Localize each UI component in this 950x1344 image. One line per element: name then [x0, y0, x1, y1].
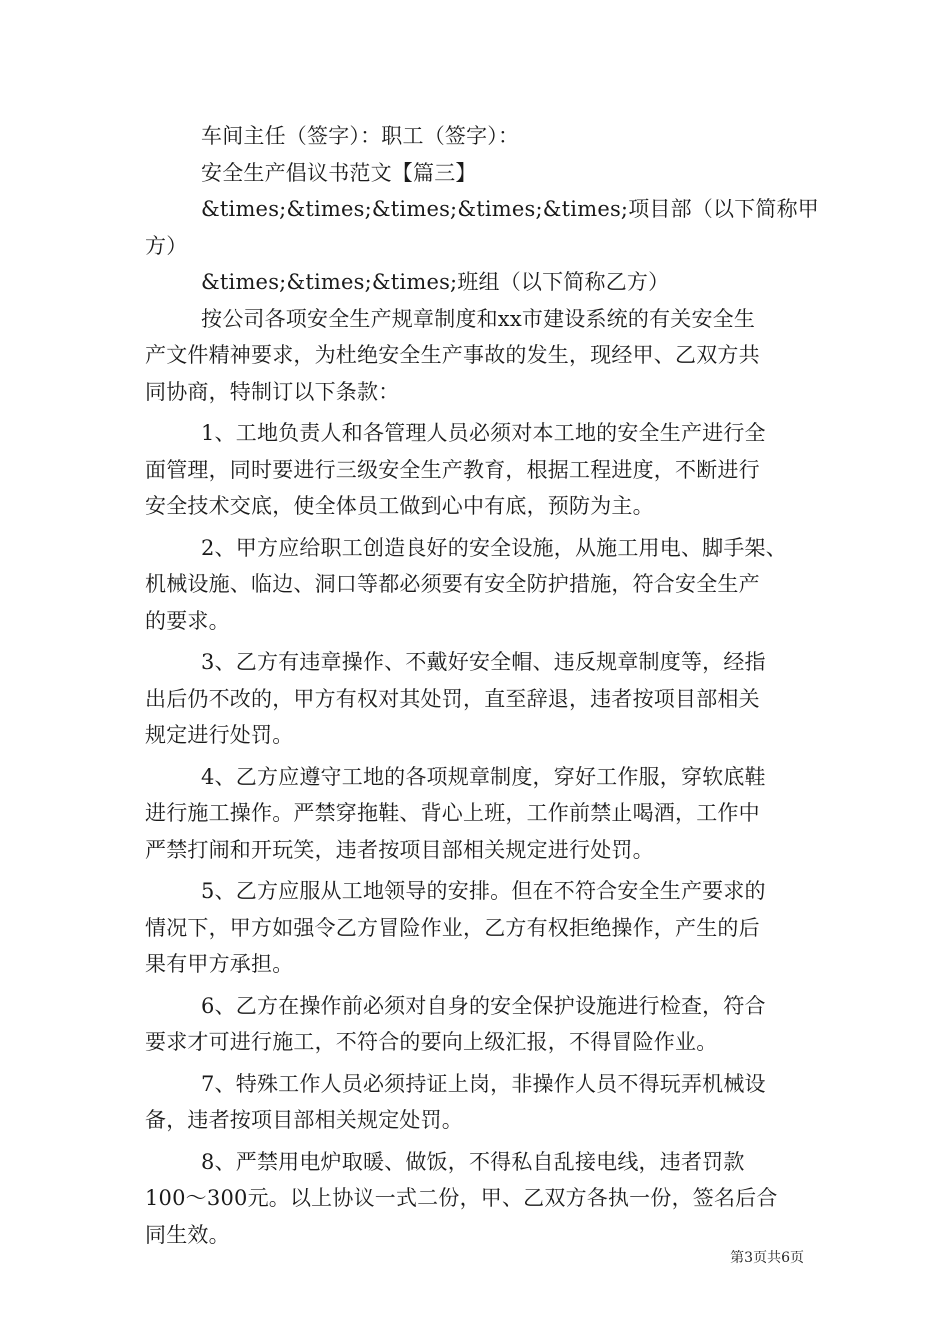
party-a-line: &times;&times;&times;&times;&times;项目部（以下简称甲: [201, 197, 820, 221]
clause-7-line: 备，违者按项目部相关规定处罚。: [145, 1108, 463, 1132]
clause-8-line: 8、严禁用电炉取暖、做饭，不得私自乱接电线，违者罚款: [201, 1149, 745, 1174]
clause-6-line: 6、乙方在操作前必须对自身的安全保护设施进行检查，符合: [201, 993, 766, 1018]
intro-paragraph-line: 按公司各项安全生产规章制度和xx市建设系统的有关安全生: [201, 306, 756, 331]
clause-8-line: 100～300元。以上协议一式二份，甲、乙双方各执一份，签名后合: [145, 1186, 778, 1210]
clause-1-line: 1、工地负责人和各管理人员必须对本工地的安全生产进行全: [201, 421, 766, 445]
clause-1-line: 面管理，同时要进行三级安全生产教育，根据工程进度，不断进行: [145, 457, 760, 482]
clause-6-line: 要求才可进行施工，不符合的要向上级汇报，不得冒险作业。: [145, 1030, 718, 1054]
clause-4-line: 4、乙方应遵守工地的各项规章制度，穿好工作服，穿软底鞋: [201, 764, 766, 789]
clause-4-line: 进行施工操作。严禁穿拖鞋、背心上班，工作前禁止喝酒，工作中: [145, 801, 760, 825]
clause-8-line: 同生效。: [145, 1222, 230, 1247]
party-a-line-cont: 方）: [145, 233, 188, 258]
party-b-line: &times;&times;&times;班组（以下简称乙方）: [201, 270, 670, 294]
clause-1-line: 安全技术交底，使全体员工做到心中有底，预防为主。: [145, 494, 654, 518]
intro-paragraph-line: 同协商，特制订以下条款：: [145, 379, 400, 404]
intro-paragraph-line: 产文件精神要求，为杜绝安全生产事故的发生，现经甲、乙双方共: [145, 343, 760, 367]
clause-3-line: 出后仍不改的，甲方有权对其处罚，直至辞退，违者按项目部相关: [145, 686, 760, 711]
section-heading: 安全生产倡议书范文【篇三】: [201, 160, 477, 185]
page-number: 第3页共6页: [730, 1250, 804, 1266]
clause-4-line: 严禁打闹和开玩笑，违者按项目部相关规定进行处罚。: [145, 837, 654, 862]
clause-3-line: 3、乙方有违章操作、不戴好安全帽、违反规章制度等，经指: [201, 650, 766, 674]
clause-2-line: 的要求。: [145, 608, 230, 633]
clause-5-line: 情况下，甲方如强令乙方冒险作业，乙方有权拒绝操作，产生的后: [145, 915, 760, 940]
signature-line: 车间主任（签字）：职工（签字）：: [201, 124, 520, 148]
clause-7-line: 7、特殊工作人员必须持证上岗，非操作人员不得玩弄机械设: [201, 1071, 766, 1096]
clause-5-line: 5、乙方应服从工地领导的安排。但在不符合安全生产要求的: [201, 879, 766, 903]
clause-3-line: 规定进行处罚。: [145, 723, 294, 747]
clause-2-line: 2、甲方应给职工创造良好的安全设施，从施工用电、脚手架、: [201, 535, 787, 560]
document-body: [145, 118, 820, 1253]
clause-5-line: 果有甲方承担。: [145, 952, 294, 976]
clause-2-line: 机械设施、临边、洞口等都必须要有安全防护措施，符合安全生产: [145, 572, 760, 596]
